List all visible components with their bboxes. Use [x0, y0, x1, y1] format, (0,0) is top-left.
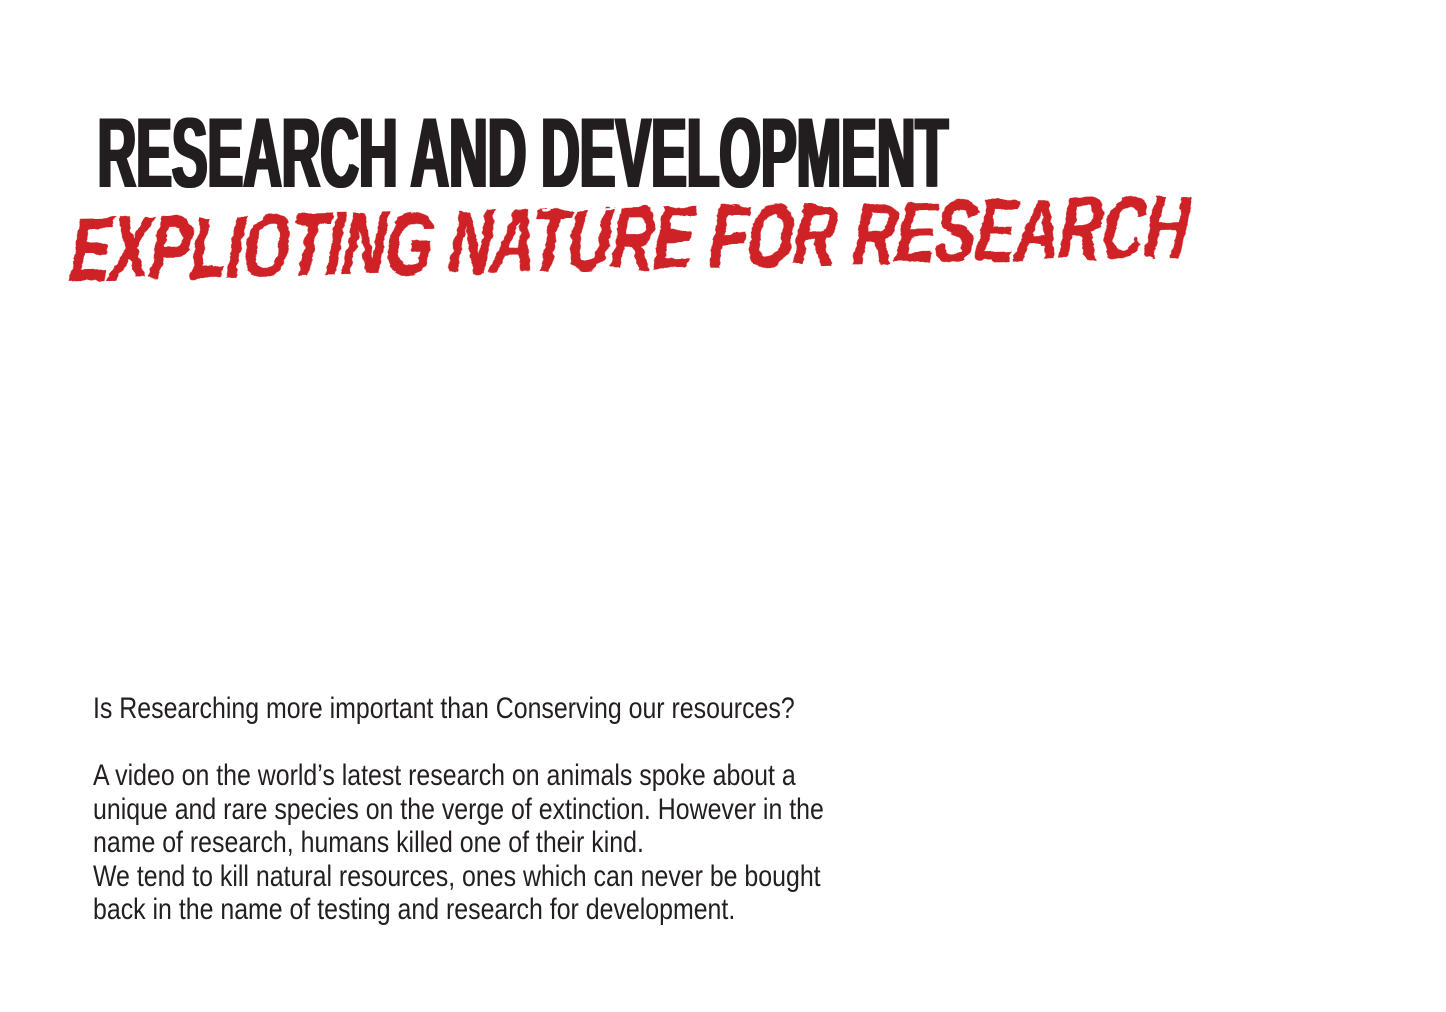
paragraph-line: A video on the world’s latest research on animals spoke about a: [93, 759, 796, 792]
page-title: RESEARCH AND DEVELOPMENT: [96, 97, 947, 208]
paragraph-line: back in the name of testing and research for development.: [93, 893, 736, 926]
paragraph-line: unique and rare species on the verge of extinction. However in the: [93, 792, 824, 826]
page-subtitle: EXPLIOTING NATURE FOR RESEARCH: [67, 177, 1191, 301]
paragraph-line: We tend to kill natural resources, ones which can never be bought: [93, 859, 821, 893]
paragraph-line: name of research, humans killed one of their kind.: [93, 826, 644, 859]
question-text: Is Researching more important than Conserving our resources?: [93, 692, 795, 725]
body-text-block: [93, 692, 824, 927]
paragraph: [93, 759, 824, 927]
